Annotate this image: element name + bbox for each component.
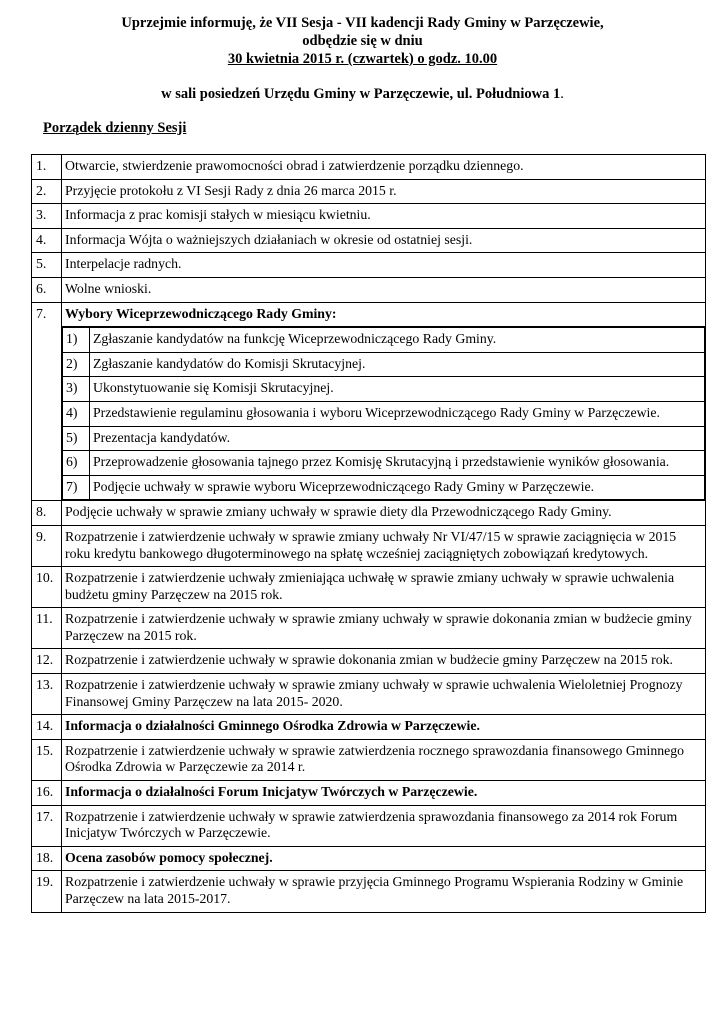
election-steps-cell [62, 327, 706, 501]
agenda-text: Podjęcie uchwały w sprawie zmiany uchwały w sprawie diety dla Przewodniczącego Rady Gminy. [62, 501, 706, 526]
agenda-number: 19. [32, 871, 62, 912]
session-date: 30 kwietnia 2015 r. (czwartek) o godz. 10.00 [227, 51, 498, 67]
step-number: 3) [63, 377, 90, 402]
agenda-row-elections [32, 302, 706, 327]
election-step-row [63, 426, 705, 451]
step-text: Przeprowadzenie głosowania tajnego przez Komisję Skrutacyjną i przedstawienie wyników głosowania. [90, 451, 705, 476]
agenda-text: Rozpatrzenie i zatwierdzenie uchwały w sprawie zatwierdzenia sprawozdania finansowego za 2014 rok Forum Inicjatyw Twórczych w Parzęczewie. [62, 805, 706, 846]
step-number: 1) [63, 328, 90, 353]
agenda-number: 7. [32, 302, 62, 501]
announcement-line-1: Uprzejmie informuję, że VII Sesja - VII kadencji Rady Gminy w Parzęczewie, [121, 15, 604, 31]
step-text: Przedstawienie regulaminu głosowania i wyboru Wiceprzewodniczącego Rady Gminy w Parzęczewie. [90, 401, 705, 426]
agenda-number: 16. [32, 781, 62, 806]
agenda-row [32, 525, 706, 566]
agenda-row [32, 715, 706, 740]
step-number: 5) [63, 426, 90, 451]
agenda-number: 10. [32, 567, 62, 608]
step-text: Podjęcie uchwały w sprawie wyboru Wiceprzewodniczącego Rady Gminy w Parzęczewie. [90, 475, 705, 500]
agenda-row [32, 608, 706, 649]
agenda-row [32, 781, 706, 806]
agenda-text: Informacja o działalności Gminnego Ośrodka Zdrowia w Parzęczewie. [62, 715, 706, 740]
agenda-text: Rozpatrzenie i zatwierdzenie uchwały w sprawie zmiany uchwały w sprawie dokonania zmian w budżecie gminy Parzęczew na 2015 rok. [62, 608, 706, 649]
agenda-number: 5. [32, 253, 62, 278]
agenda-text: Rozpatrzenie i zatwierdzenie uchwały w sprawie zmiany uchwały w sprawie uchwalenia Wieloletniej Prognozy Finansowej Gminy Parzęczew na lata 2015- 2020. [62, 674, 706, 715]
election-step-row [63, 328, 705, 353]
agenda-text: Otwarcie, stwierdzenie prawomocności obrad i zatwierdzenie porządku dziennego. [62, 155, 706, 180]
agenda-number: 4. [32, 228, 62, 253]
step-text: Zgłaszanie kandydatów na funkcję Wiceprzewodniczącego Rady Gminy. [90, 328, 705, 353]
agenda-number: 1. [32, 155, 62, 180]
agenda-row [32, 846, 706, 871]
agenda-row [32, 567, 706, 608]
venue-period: . [560, 86, 564, 102]
agenda-title: Porządek dzienny Sesji [43, 120, 187, 136]
agenda-number: 11. [32, 608, 62, 649]
announcement-line-2: odbędzie się w dniu [302, 33, 423, 49]
agenda-table [31, 154, 706, 913]
agenda-row [32, 155, 706, 180]
session-venue [20, 86, 705, 103]
agenda-text: Rozpatrzenie i zatwierdzenie uchwały w sprawie dokonania zmian w budżecie gminy Parzęczew na 2015 rok. [62, 649, 706, 674]
agenda-row-elections-steps [32, 327, 706, 501]
agenda-row [32, 674, 706, 715]
agenda-row [32, 739, 706, 780]
election-steps-table [62, 327, 705, 500]
agenda-row [32, 277, 706, 302]
agenda-number: 13. [32, 674, 62, 715]
agenda-number: 2. [32, 179, 62, 204]
election-step-row [63, 475, 705, 500]
election-step-row [63, 352, 705, 377]
venue-text: w sali posiedzeń Urzędu Gminy w Parzęczewie, ul. Południowa 1 [161, 86, 561, 102]
agenda-text: Interpelacje radnych. [62, 253, 706, 278]
agenda-row [32, 871, 706, 912]
agenda-number: 15. [32, 739, 62, 780]
agenda-row [32, 204, 706, 229]
agenda-number: 17. [32, 805, 62, 846]
step-text: Ukonstytuowanie się Komisji Skrutacyjnej. [90, 377, 705, 402]
agenda-text: Wybory Wiceprzewodniczącego Rady Gminy: [62, 302, 706, 327]
step-text: Zgłaszanie kandydatów do Komisji Skrutacyjnej. [90, 352, 705, 377]
agenda-number: 12. [32, 649, 62, 674]
step-number: 6) [63, 451, 90, 476]
step-number: 2) [63, 352, 90, 377]
agenda-number: 6. [32, 277, 62, 302]
agenda-text: Rozpatrzenie i zatwierdzenie uchwały zmieniająca uchwałę w sprawie zmiany uchwały w sprawie uchwalenia budżetu gminy Parzęczew na 2015 rok. [62, 567, 706, 608]
step-text: Prezentacja kandydatów. [90, 426, 705, 451]
agenda-row [32, 228, 706, 253]
agenda-text: Wolne wnioski. [62, 277, 706, 302]
agenda-row [32, 649, 706, 674]
agenda-number: 9. [32, 525, 62, 566]
agenda-number: 8. [32, 501, 62, 526]
agenda-row [32, 805, 706, 846]
session-announcement [20, 14, 705, 68]
step-number: 7) [63, 475, 90, 500]
agenda-text: Informacja o działalności Forum Inicjatyw Twórczych w Parzęczewie. [62, 781, 706, 806]
agenda-row [32, 253, 706, 278]
election-step-row [63, 401, 705, 426]
election-step-row [63, 451, 705, 476]
agenda-text: Informacja z prac komisji stałych w miesiącu kwietniu. [62, 204, 706, 229]
agenda-number: 14. [32, 715, 62, 740]
agenda-text: Przyjęcie protokołu z VI Sesji Rady z dnia 26 marca 2015 r. [62, 179, 706, 204]
agenda-text: Rozpatrzenie i zatwierdzenie uchwały w sprawie przyjęcia Gminnego Programu Wspierania Rodziny w Gminie Parzęczew na lata 2015-2017. [62, 871, 706, 912]
agenda-text: Rozpatrzenie i zatwierdzenie uchwały w sprawie zmiany uchwały Nr VI/47/15 w sprawie zaciągnięcia w 2015 roku kredytu bankowego długoterminowego na spłatę wcześniej zaciągniętych zobowiązań kredytowych. [62, 525, 706, 566]
agenda-text: Ocena zasobów pomocy społecznej. [62, 846, 706, 871]
election-step-row [63, 377, 705, 402]
agenda-row [32, 501, 706, 526]
agenda-number: 18. [32, 846, 62, 871]
agenda-row [32, 179, 706, 204]
agenda-text: Informacja Wójta o ważniejszych działaniach w okresie od ostatniej sesji. [62, 228, 706, 253]
agenda-number: 3. [32, 204, 62, 229]
agenda-text: Rozpatrzenie i zatwierdzenie uchwały w sprawie zatwierdzenia rocznego sprawozdania finansowego Gminnego Ośrodka Zdrowia w Parzęczewie za 2014 r. [62, 739, 706, 780]
step-number: 4) [63, 401, 90, 426]
